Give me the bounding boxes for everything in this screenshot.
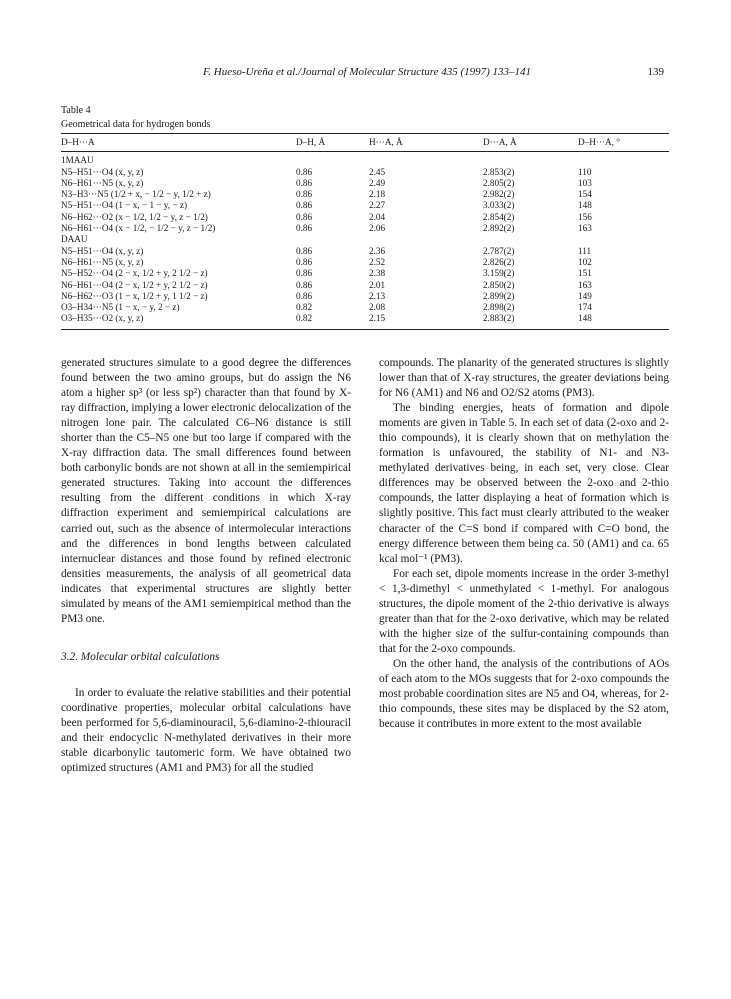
table-row bbox=[61, 268, 669, 279]
table-cell: 102 bbox=[578, 256, 592, 267]
table-title: Geometrical data for hydrogen bonds bbox=[61, 119, 211, 130]
paragraph: generated structures simulate to a good degree the differences found between the two amino groups, but do assign the N6 atom a higher sp³ (or less sp²) character than that found by X-ray diffraction, implying a lower electronic delocalization of the nitrogen lone pair. The calculated C6–N6 distance is still shorter than the C5–N5 one but too large if compared with the X-ray diffraction data. The small differences found between both carbonylic bonds are not shown at all in the semiempirical generated structures. Taking into account the differences resulting from the different conditions in which X-ray diffraction experiment and semiempirical calculations are carried out, such as the absence of intermolecular interactions and the differences in bond lengths between calculated internuclear distances and those found by refined electronic densities measurements, the analysis of all geometrical data indicates that experimental structures are slightly better simulated by means of the AM1 semiempirical method than the PM3 one. bbox=[61, 357, 351, 625]
table-cell: 0.86 bbox=[296, 223, 313, 234]
table-cell: N5–H51···O4 (x, y, z) bbox=[61, 245, 144, 256]
table-cell: 156 bbox=[578, 211, 592, 222]
table-row bbox=[61, 313, 669, 329]
table-row bbox=[61, 257, 669, 268]
table-row bbox=[61, 200, 669, 211]
table-cell: 2.01 bbox=[369, 279, 386, 290]
table-cell: 2.36 bbox=[369, 245, 386, 256]
table-cell: 0.86 bbox=[296, 211, 313, 222]
table-cell: 0.86 bbox=[296, 256, 313, 267]
table-cell: 149 bbox=[578, 290, 592, 301]
left-column bbox=[61, 356, 351, 776]
table-cell: 163 bbox=[578, 223, 592, 234]
table-label: Table 4 bbox=[61, 105, 91, 116]
table-row bbox=[61, 291, 669, 302]
table-cell: N5–H51···O4 (1 − x, − 1 − y, − z) bbox=[61, 200, 188, 211]
column-header: D–H, Å bbox=[296, 134, 369, 152]
paragraph: The binding energies, heats of formation and dipole moments are given in Table 5. In each set of data (2-oxo and 2-thio compounds), it is clearly shown that on methylation the formation is unfavoured, the stability of N1- and N3-methylated derivatives being, in each set, very close. Clear differences may be observed between the 2-oxo and 2-thio compounds, the latter displaying a heat of formation which is slightly positive. This fact must clearly attributed to the weaker character of the C=S bond if compared with C=O bond, the energy difference between them being ca. 50 (AM1) and ca. 65 kcal mol⁻¹ (PM3). bbox=[379, 402, 669, 565]
table-cell: N6–H61···O4 (2 − x, 1/2 + y, 2 1/2 − z) bbox=[61, 279, 208, 290]
table-cell: O3–H35···O2 (x, y, z) bbox=[61, 313, 296, 329]
table-cell: 2.982(2) bbox=[483, 189, 515, 200]
table-header-row bbox=[61, 134, 669, 152]
page-header bbox=[0, 66, 731, 82]
page-number: 139 bbox=[647, 66, 664, 78]
table-row bbox=[61, 246, 669, 257]
table-cell: 163 bbox=[578, 279, 592, 290]
table-cell: 3.033(2) bbox=[483, 200, 515, 211]
table-cell: 2.18 bbox=[369, 189, 386, 200]
table-cell: N6–H62···O3 (1 − x, 1/2 + y, 1 1/2 − z) bbox=[61, 290, 208, 301]
table-row bbox=[61, 189, 669, 200]
column-header: D···A, Å bbox=[483, 134, 578, 152]
table-cell: 2.899(2) bbox=[483, 290, 515, 301]
table-cell: 154 bbox=[578, 189, 592, 200]
table-caption bbox=[61, 104, 210, 132]
table-cell: 0.86 bbox=[296, 177, 313, 188]
table-cell: 2.13 bbox=[369, 290, 386, 301]
table-cell: 2.853(2) bbox=[483, 166, 515, 177]
table-cell: N6–H61···N5 (x, y, z) bbox=[61, 177, 144, 188]
paragraph: For each set, dipole moments increase in the order 3-methyl < 1,3-dimethyl < unmethylated < 1-methyl. For analogous structures, the dipole moment of the 2-thio derivative is always greater than that for the 2-oxo derivative, which may be related with the higher size of the sulfur-containing compounds than that for the 2-oxo compounds. bbox=[379, 567, 669, 655]
hydrogen-bond-table bbox=[61, 133, 669, 330]
table-cell: 0.86 bbox=[296, 166, 313, 177]
running-head: F. Hueso-Ureña et al./Journal of Molecular Structure 435 (1997) 133–141 bbox=[203, 66, 532, 78]
table-cell: 2.49 bbox=[369, 177, 386, 188]
table-cell: O3–H34···N5 (1 − x, − y, 2 − z) bbox=[61, 302, 180, 313]
column-header: H···A, Å bbox=[369, 134, 483, 152]
table-cell: N3–H3···N5 (1/2 + x, − 1/2 − y, 1/2 + z) bbox=[61, 189, 211, 200]
table-cell: 3.159(2) bbox=[483, 268, 515, 279]
group-row bbox=[61, 234, 669, 245]
table-cell: 2.38 bbox=[369, 268, 386, 279]
table-cell: N6–H62···O2 (x − 1/2, 1/2 − y, z − 1/2) bbox=[61, 211, 208, 222]
table-cell: 2.45 bbox=[369, 166, 386, 177]
section-heading: 3.2. Molecular orbital calculations bbox=[61, 650, 220, 663]
table-cell: N6–H61···O4 (x − 1/2, − 1/2 − y, z − 1/2) bbox=[61, 223, 216, 234]
table-row bbox=[61, 167, 669, 178]
table-cell: 174 bbox=[578, 302, 592, 313]
table-cell: 151 bbox=[578, 268, 592, 279]
table-cell: 2.04 bbox=[369, 211, 386, 222]
paragraph: In order to evaluate the relative stabilities and their potential coordinative properties, molecular orbital calculations have been performed for 5,6-diaminouracil, 5,6-diamino-2-thiouracil and their endocyclic N-methylated derivatives in their more stable dicarbonylic tautomeric form. We have obtained two optimized structures (AM1 and PM3) for all the studied bbox=[61, 686, 351, 775]
table-cell: 2.826(2) bbox=[483, 256, 515, 267]
column-header: D–H···A, ° bbox=[578, 134, 669, 152]
table-cell: 0.86 bbox=[296, 279, 313, 290]
table-cell: 2.892(2) bbox=[483, 223, 515, 234]
table-cell: 0.86 bbox=[296, 290, 313, 301]
table-cell: N5–H52···O4 (2 − x, 1/2 + y, 2 1/2 − z) bbox=[61, 268, 208, 279]
table-cell: 2.883(2) bbox=[483, 313, 578, 329]
table-cell: 2.854(2) bbox=[483, 211, 515, 222]
table-cell: 148 bbox=[578, 200, 592, 211]
group-label: 1MAAU bbox=[61, 155, 94, 166]
column-header: D–H···A bbox=[61, 134, 296, 152]
right-column bbox=[379, 356, 669, 732]
table-cell: 0.82 bbox=[296, 302, 313, 313]
table-cell: 2.898(2) bbox=[483, 302, 515, 313]
table-row bbox=[61, 223, 669, 234]
table-cell: 103 bbox=[578, 177, 592, 188]
table-row bbox=[61, 280, 669, 291]
table-cell: 2.27 bbox=[369, 200, 386, 211]
paragraph: compounds. The planarity of the generated structures is slightly lower than that of X-ray structures, the greater deviations being for N6 (AM1) and N6 and O2/S2 atoms (PM3). bbox=[379, 357, 669, 400]
table-cell: 2.08 bbox=[369, 302, 386, 313]
table-row bbox=[61, 212, 669, 223]
table-cell: 111 bbox=[578, 245, 592, 256]
table-row bbox=[61, 178, 669, 189]
table-cell: 0.86 bbox=[296, 189, 313, 200]
table-cell: 0.86 bbox=[296, 200, 313, 211]
table-cell: N5–H51···O4 (x, y, z) bbox=[61, 166, 144, 177]
table-cell: 0.86 bbox=[296, 245, 313, 256]
table-cell: 0.86 bbox=[296, 268, 313, 279]
table-cell: 2.805(2) bbox=[483, 177, 515, 188]
table-row bbox=[61, 302, 669, 313]
table-cell: 2.787(2) bbox=[483, 245, 515, 256]
group-label: DAAU bbox=[61, 234, 88, 245]
table-cell: 110 bbox=[578, 166, 592, 177]
table-cell: 0.82 bbox=[296, 313, 369, 329]
paragraph: On the other hand, the analysis of the contributions of AOs of each atom to the MOs suggests that for 2-oxo compounds the most probable coordination sites are N5 and O4, whereas, for 2-thio compounds, these sites may be displaced by the S2 atom, because it contributes in more extent to the most available bbox=[379, 657, 669, 731]
table-cell: 2.06 bbox=[369, 223, 386, 234]
group-row bbox=[61, 152, 669, 167]
table-cell: 2.52 bbox=[369, 256, 386, 267]
table-cell: 2.850(2) bbox=[483, 279, 515, 290]
table-cell: N6–H61···N5 (x, y, z) bbox=[61, 256, 144, 267]
table-cell: 148 bbox=[578, 313, 669, 329]
table-cell: 2.15 bbox=[369, 313, 483, 329]
